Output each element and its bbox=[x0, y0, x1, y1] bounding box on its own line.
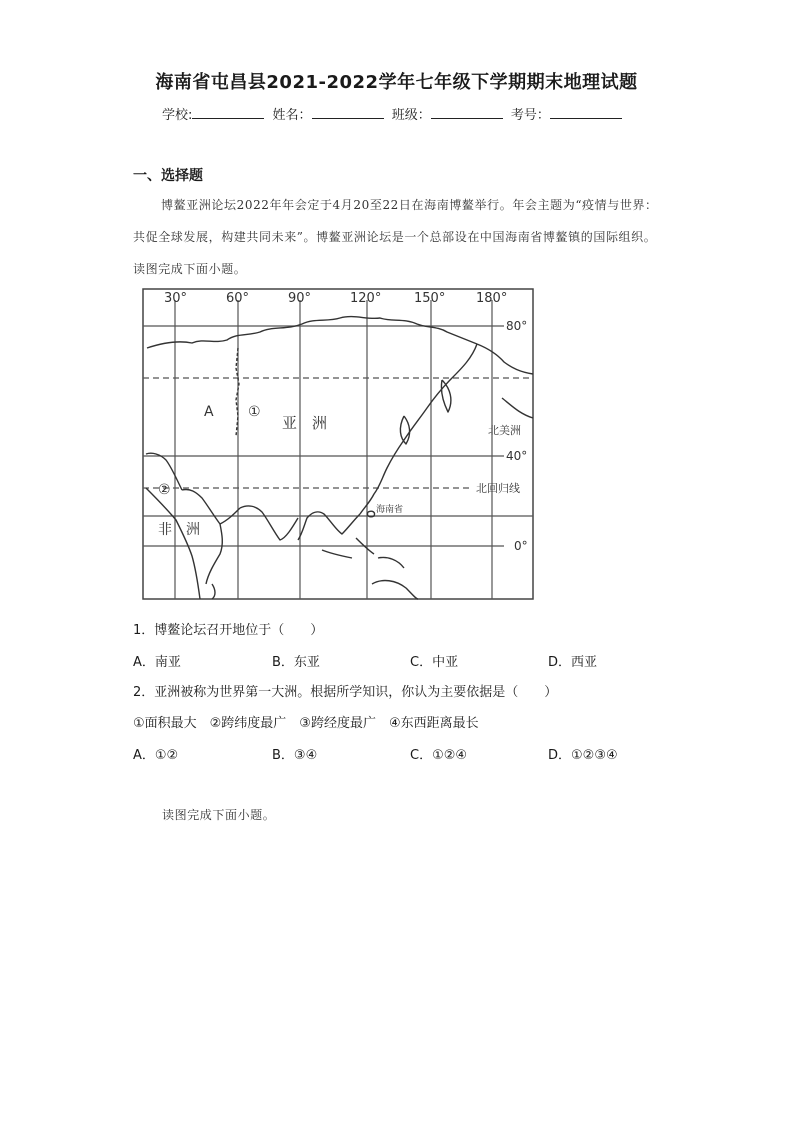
lon-label-90: 90° bbox=[288, 291, 312, 306]
label-a: A bbox=[204, 404, 214, 420]
lon-label-150: 150° bbox=[414, 291, 446, 306]
lat-label-0: 0° bbox=[514, 539, 528, 553]
q1-option-b: B．东亚 bbox=[272, 655, 320, 670]
lon-label-30: 30° bbox=[164, 291, 188, 306]
class-blank bbox=[431, 106, 503, 119]
q1-option-a: A．南亚 bbox=[133, 655, 181, 670]
q1-option-d: D．西亚 bbox=[548, 655, 598, 670]
label-tropic: 北回归线 bbox=[476, 482, 520, 495]
q2-option-d: D．①②③④ bbox=[548, 748, 618, 763]
label-marker-2: ② bbox=[158, 482, 171, 498]
label-marker-1: ① bbox=[248, 404, 261, 420]
label-north-america: 北美洲 bbox=[488, 424, 521, 437]
question-1-stem: 1．博鳌论坛召开地位于（ ） bbox=[133, 623, 324, 638]
lat-label-80: 80° bbox=[506, 319, 528, 333]
name-blank bbox=[312, 106, 384, 119]
reading-passage: 博鳌亚洲论坛2022年年会定于4月20至22日在海南博鳌举行。年会主题为“疫情与世界：共促全球发展，构建共同未来”。博鳌亚洲论坛是一个总部设在中国海南省博鳌镇的国际组织。读图完成下面小题。 bbox=[133, 198, 658, 276]
q2-option-b: B．③④ bbox=[272, 748, 318, 763]
label-hainan: 海南省 bbox=[376, 505, 404, 515]
name-label: 姓名： bbox=[272, 108, 312, 123]
page-title: 海南省屯昌县2021-2022学年七年级下学期期末地理试题 bbox=[155, 72, 638, 93]
question-2-statements: ①面积最大 ②跨纬度最广 ③跨经度最广 ④东西距离最长 bbox=[133, 716, 479, 731]
q2-option-c: C．①②④ bbox=[410, 748, 468, 763]
class-label: 班级： bbox=[391, 108, 431, 123]
label-africa: 非 洲 bbox=[158, 522, 200, 538]
lon-label-60: 60° bbox=[226, 291, 250, 306]
section-heading: 一、选择题 bbox=[133, 168, 203, 184]
lon-label-120: 120° bbox=[350, 291, 382, 306]
question-2-stem: 2．亚洲被称为世界第一大洲。根据所学知识，你认为主要依据是（ ） bbox=[133, 685, 558, 700]
map-border bbox=[143, 289, 533, 599]
school-blank bbox=[192, 106, 264, 119]
lon-label-180: 180° bbox=[476, 291, 508, 306]
school-label: 学校: bbox=[162, 108, 193, 123]
asia-map bbox=[142, 288, 534, 600]
exam-number-blank bbox=[550, 106, 622, 119]
trailing-instruction: 读图完成下面小题。 bbox=[162, 808, 276, 822]
lat-label-40: 40° bbox=[506, 449, 528, 463]
student-info-line bbox=[162, 104, 626, 123]
label-asia: 亚 洲 bbox=[282, 414, 328, 432]
exam-number-label: 考号： bbox=[510, 108, 550, 123]
q1-option-c: C．中亚 bbox=[410, 655, 459, 670]
q2-option-a: A．①② bbox=[133, 748, 179, 763]
